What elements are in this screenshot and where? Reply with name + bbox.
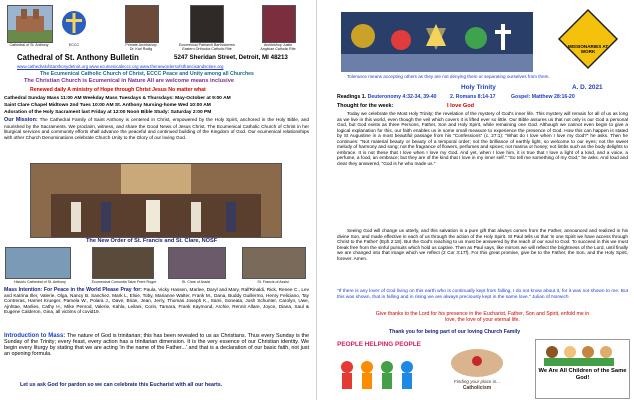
tolerance-caption: Tolerance means accepting others as they are not denying them or separating ourselves from them. bbox=[347, 74, 550, 79]
photo-caption: Archbishop Justin Anglican Catholic Rite bbox=[260, 43, 296, 51]
children-of-god-text: We Are All Children of the Same God! bbox=[538, 368, 627, 381]
people-helping-people-logo bbox=[329, 341, 429, 397]
thank-you-line: Thank you for being part of our loving Church Family bbox=[389, 329, 521, 335]
closing-line: Let us ask God for pardon so we can celebrate this Eucharist with all our hearts. bbox=[20, 382, 223, 388]
introduction-label: Introduction to Mass: bbox=[4, 333, 66, 339]
strip-caption: Historic Cathedral of St. Anthony bbox=[14, 280, 66, 284]
thought-label: Thought for the week: bbox=[337, 103, 394, 109]
bulletin-title: Cathedral of St. Anthony Bulletin bbox=[17, 53, 139, 62]
readings-line bbox=[337, 94, 575, 100]
thanks-text: Give thanks to the Lord for his presence in the Eucharist, Father, Son and Spirit, enfold me in love, the love of your eternal life. bbox=[375, 311, 590, 324]
gospel: Matthew 28:16-20 bbox=[531, 94, 575, 100]
strip-caption: St. Clare of Assisi bbox=[181, 280, 211, 284]
photo-caption: Primate Archbishop Dr. Karl Rodig bbox=[125, 43, 157, 51]
tagline-ecumenical: The Ecumenical Catholic Church of Christ, ECCC Peace and Unity among all Churches bbox=[40, 71, 254, 77]
finding-your-place-text: Finding your place in... bbox=[453, 379, 501, 384]
hands-icon bbox=[329, 351, 429, 395]
tagline-inclusive: The Christian Church is Ecumenical in Nature All are welcome means inclusive bbox=[24, 78, 234, 84]
catholicism-text: Catholicism bbox=[462, 385, 492, 391]
reading-1: Deuteronomy 4:32-34, 39-40 bbox=[367, 94, 437, 100]
cathedral-icon bbox=[8, 6, 52, 42]
mass-intention-label: Mass Intention: For Peace in the World Please Pray for: bbox=[4, 287, 142, 293]
strip-photo-st-francis bbox=[242, 247, 306, 279]
children-icon bbox=[536, 340, 629, 366]
religious-symbols-banner bbox=[341, 12, 533, 72]
mass-intention-names: Paula, Vicky Hassen, Marlee, Daryl and Mary, RalfRinaldi, Rick, Renee C., Lev and Katrina Iller, Valerie, Olga, Nancy B. Sanchez, Mark L, Elsie, Toby, Marianne Walter, Frank M., Dana, Buddy Guillermo, Henry Feliciano, Tay Contreras, Harriet Krueger, Pamela W., Polara J., Dave, Brian, Jean, Jerry, Thomas Joseph K., Sami, Soneata, Josh Schunter, Carolyn, Uwe, Ajnhtae, Marlies, Cathy H., Mike Penrod, Valerie, Kahla, Leilani, Corin, Tamara, Frank Kaymond, Archie, Rennit Allare, Joyce, Diana, Saul & Eugene Calderon, Gina, all victims of covid19. bbox=[4, 287, 309, 314]
archbishop-rodig-photo bbox=[125, 5, 159, 43]
eccc-emblem-icon bbox=[60, 5, 88, 41]
cathedral-photo bbox=[7, 5, 53, 43]
reading-2: Romans 8:14-17 bbox=[455, 94, 496, 100]
reflection-paragraph-2: Seeing God will change us utterly, and this salvation is a pure gift that always comes from the Father, announced and realized in his divine Son, and made effective in each of us through the action of the Holy Spirit. St Paul tells us that 'in one Spirit we have access through Christ to the Father' (Eph 2:18). But the God's reaching to us must be answered by the reach of our soul to God. To succeed in this we must break free from the sinful pursuits which hold us captive. Then as Paul says, like mirrors we will reflect the brightness of the Lord, until finally we are changed into that image which we reflect (2 Cor 3:17f). For this great promise, give be to the Father, the Son, and the Holy Spirit, forever. Amen. bbox=[337, 228, 628, 261]
gospel-label: Gospel: bbox=[510, 94, 531, 100]
strip-photo-taize bbox=[92, 247, 154, 279]
faith-symbols-icon bbox=[341, 12, 533, 72]
strip-caption: St. Francis of Assisi bbox=[257, 280, 289, 284]
missionaries-sign bbox=[557, 8, 619, 70]
strip-photo-cathedral bbox=[5, 247, 71, 279]
church-interior-icon bbox=[31, 164, 281, 237]
hands-heart-icon bbox=[437, 341, 517, 381]
readings-label: Readings 1. bbox=[337, 94, 367, 100]
mission-paragraph bbox=[4, 117, 309, 140]
reading-2-label: 2. bbox=[449, 94, 455, 100]
warning-sign-icon bbox=[557, 8, 619, 70]
mission-label: Our Mission: bbox=[4, 117, 38, 123]
patriarch-photo bbox=[190, 5, 224, 43]
new-order-heading: The New Order of St. Francis and St. Clare, NOSF bbox=[86, 238, 218, 244]
nosf-group-photo bbox=[30, 163, 282, 238]
introduction-text: The nature of God is trinitarian; this has been revealed to us as Christians. Thus every Sunday is the Sunday of the Trinity; every feast, every action has a trinitarian dimension. It is the very essence of our Christian identity. We begin every liturgy by stating that we are acting 'in the name of the Father...' and that is a declaration of our basic faith, not just an opening formula. bbox=[4, 333, 309, 358]
strip-photo-st-clare bbox=[168, 247, 226, 279]
finding-your-place-logo bbox=[437, 341, 517, 397]
right-page bbox=[317, 0, 634, 400]
mass-intention-paragraph bbox=[4, 287, 309, 314]
eccc-logo bbox=[60, 5, 88, 41]
people-helping-people-text: PEOPLE HELPING PEOPLE bbox=[337, 341, 421, 348]
address: 5247 Sheridan Street, Detroit, MI 48213 bbox=[174, 54, 288, 61]
missionaries-sign-text: MISSIONARIES AT WORK bbox=[567, 44, 609, 54]
julian-quote: "If there is any lover of God living on this earth who is continually kept from falling, I do not know about it, for it was not shown to me. But this was shown, that in falling and in rising we are always preciously kept in the same love." Julian of Norwich bbox=[337, 289, 628, 300]
feast-title: Holy Trinity bbox=[461, 84, 496, 91]
thought-title: I love God bbox=[447, 103, 475, 109]
archbishop-justin-photo bbox=[262, 5, 296, 43]
schedule-line: Saint Clare Chapel Midtown 2nd Tues 10:00 AM St. Anthony Nursing-home Wed 10:00 AM bbox=[4, 103, 211, 108]
photo-caption: Cathedral of St. Anthony bbox=[9, 43, 49, 47]
renewed-daily: Renewed daily A ministry of Hope through Christ Jesus No matter what bbox=[30, 87, 206, 93]
introduction-paragraph bbox=[4, 333, 309, 357]
photo-caption: Ecumenical Patriarch Bartholomew Eastern Orthodox Catholic Rite bbox=[179, 43, 235, 51]
mission-text: The Cathedral Family of Saint Anthony is centered in Christ, empowered by the Holy Spirit, anchored in the Holy Bible, and nourished by the Sacraments. We proclaim, witness, and share the Good News of Jesus Christ. The Ecumenical Catholic Church of Christ in her liturgical services and community efforts shall advance the peaceful and continued building of the Kingdom of God. Our ecumenical relationships with other Church Denominations celebrate Church Unity to the Glory of our loving God. bbox=[4, 117, 310, 140]
website-links[interactable]: www.cathedralofstanthonydetroit.org www.ecumenicaleccc.org www.thenewordersofstfrancisandsclare.org bbox=[17, 64, 224, 69]
photo-caption: ECCC bbox=[68, 43, 80, 47]
schedule-line: Cathedral Sunday Mass 11:00 AM Weekday Mass Tuesdays & Thursdays: May-October at 9:00 AM bbox=[4, 96, 231, 101]
schedule-line: Adoration of the Holy Sacrament last Friday at 12:00 Noon Bible Study: Saturday 2:00 PM bbox=[4, 110, 212, 115]
children-of-god-logo bbox=[535, 339, 630, 399]
year: A. D. 2021 bbox=[572, 84, 603, 91]
strip-caption: Ecumenical Comunita Taize Frere Roger bbox=[91, 280, 157, 284]
reflection-paragraph-1: Today we celebrate the Most Holy Trinity; the revelation of the mystery of God's inner life. This mystery will remain for all of us as long as we live in this world, even though the veil which covers it is lifted ever so little. Our Bible assures us that not only is our God a personal God, but God exists as three Persons, Father, Son and Holy Spirit, while remaining one God. Although we cannot even begin to give a logical explanation for this, our faith enables us in some small measure to experience the presence of God. How this can happen is stated by St Augustine in a most beautiful passage from his "Confessions" (c. 27:1): "What do I love when I love my God?" he asks. Then he continues: "Not material beauty or beauty of a temporal order; not the brilliance of earthly light, so welcome to our eyes; not the sweet melody of harmony and song; not the fragrance of flowers, perfumes and spices; not manna or honey; not limbs such as the body delights to embrace. It is not these that I love when I love my God. And yet, when I love him, it is true that I love a light of a kind, and a voice, a perfume, a food, an embrace; but they are of the kind that I love in my inner self." "So tell me something of my God," he asks. And loud and clear they answered, "God is he who made us." bbox=[337, 111, 628, 166]
